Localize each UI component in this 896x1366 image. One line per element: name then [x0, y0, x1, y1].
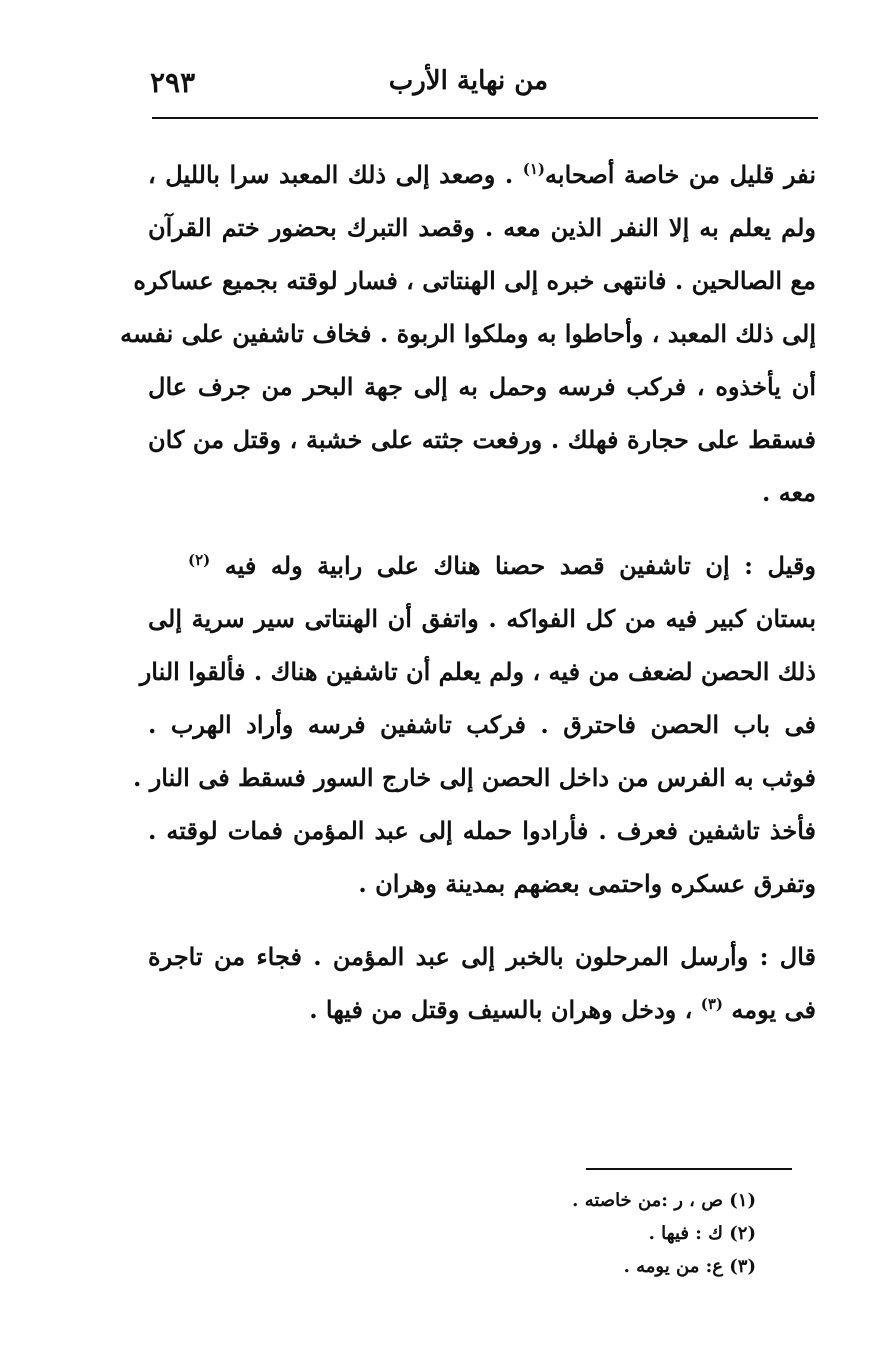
footnote-3: (٣) ع: من يومه .	[623, 1256, 756, 1277]
text-line: فوثب به الفرس من داخل الحصن إلى خارج السور فسقط فى النار .	[133, 763, 816, 792]
text-line	[148, 983, 816, 1036]
text-line	[148, 539, 816, 592]
main-text	[120, 148, 817, 1056]
text-line: ولم يعلم به إلا النفر الذين معه . وقصد التبرك بحضور ختم القرآن	[148, 213, 816, 242]
text-line: فسقط على حجارة فهلك . ورفعت جثته على خشبة ، وقتل من كان	[148, 425, 816, 454]
text-line: معه .	[761, 478, 816, 507]
text-segment: نفر قليل من خاصة أصحابه	[545, 160, 817, 189]
footnote-marker-1: (١)	[522, 160, 546, 178]
footnote-marker-2: (٢)	[188, 551, 211, 569]
text-segment: وقيل : إن تاشفين قصد حصنا هناك على رابية وله فيه	[224, 551, 817, 580]
footnote-marker-3: (٣)	[700, 995, 723, 1013]
paragraph-2	[133, 539, 817, 910]
text-line: مع الصالحين . فانتهى خبره إلى الهنتاتى ، فسار لوقته بجميع عساكره	[133, 266, 816, 295]
page-number: ٢٩٣	[150, 66, 196, 99]
footnote-2: (٢) ك : فيها .	[648, 1223, 756, 1244]
paragraph-3	[148, 930, 816, 1036]
text-line	[148, 148, 816, 201]
footnote-divider	[586, 1168, 792, 1170]
text-segment: ، ودخل وهران بالسيف وقتل من فيها .	[309, 995, 693, 1024]
text-line: إلى ذلك المعبد ، وأحاطوا به وملكوا الربوة . فخاف تاشفين على نفسه	[120, 319, 816, 348]
page-header	[150, 66, 818, 110]
text-line: فى باب الحصن فاحترق . فركب تاشفين فرسه وأراد الهرب .	[148, 710, 816, 739]
text-line: فأخذ تاشفين فعرف . فأرادوا حمله إلى عبد المؤمن فمات لوقته .	[148, 816, 816, 845]
text-line: أن يأخذوه ، فركب فرسه وحمل به إلى جهة البحر من جرف عال	[148, 372, 816, 401]
text-line: بستان كبير فيه من كل الفواكه . واتفق أن الهنتاتى سير سرية إلى	[148, 604, 816, 633]
running-title: من نهاية الأرب	[388, 66, 548, 96]
text-line: ذلك الحصن لضعف من فيه ، ولم يعلم أن تاشفين هناك . فألقوا النار	[139, 657, 816, 686]
paragraph-1	[120, 148, 817, 519]
footnotes	[572, 1184, 756, 1283]
footnote-1: (١) ص ، ر :من خاصته .	[572, 1190, 756, 1211]
header-divider	[152, 117, 818, 119]
text-segment: . وصعد إلى ذلك المعبد سرا بالليل ،	[148, 160, 514, 189]
text-segment: فى يومه	[731, 995, 816, 1024]
text-line: قال : وأرسل المرحلون بالخبر إلى عبد المؤمن . فجاء من تاجرة	[148, 942, 816, 971]
text-line: وتفرق عسكره واحتمى بعضهم بمدينة وهران .	[358, 869, 816, 898]
